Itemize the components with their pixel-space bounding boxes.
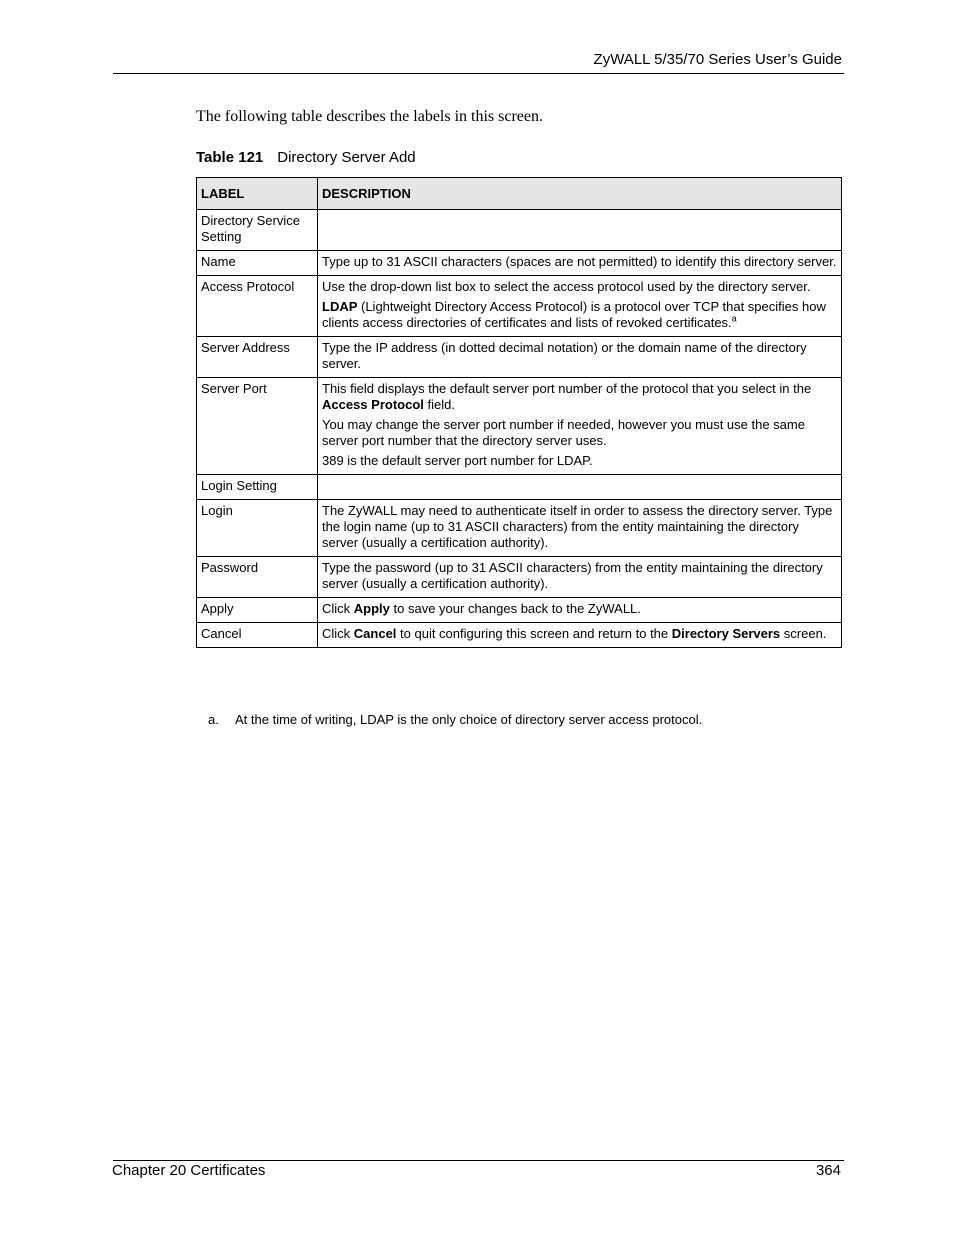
- description-text: field.: [423, 397, 455, 412]
- row-description: [318, 276, 842, 337]
- table-caption: [196, 149, 416, 167]
- footnote-reference: a: [731, 313, 737, 324]
- row-label: Login Setting: [197, 475, 318, 500]
- table-row: [197, 500, 842, 557]
- bold-term: Access Protocol: [322, 397, 424, 412]
- row-label: Login: [197, 500, 318, 557]
- table-row: [197, 598, 842, 623]
- row-description: Type the password (up to 31 ASCII characters) from the entity maintaining the directory server (usually a certification authority).: [318, 557, 842, 598]
- row-label: Server Address: [197, 337, 318, 378]
- bold-term: LDAP: [322, 299, 358, 314]
- intro-paragraph: The following table describes the labels in this screen.: [196, 108, 544, 125]
- row-label: Password: [197, 557, 318, 598]
- label-description-table: [196, 177, 842, 648]
- bold-term: Apply: [353, 601, 390, 616]
- table-number: Table 121: [196, 149, 264, 166]
- header-description: DESCRIPTION: [318, 178, 842, 210]
- description-text: Click: [322, 626, 354, 641]
- description-text: to save your changes back to the ZyWALL.: [389, 601, 641, 616]
- table-header-row: [197, 178, 842, 210]
- description-text: Click: [322, 601, 354, 616]
- header-label: LABEL: [197, 178, 318, 210]
- table-row: [197, 378, 842, 475]
- page-number: 364: [815, 1162, 841, 1179]
- running-header: ZyWALL 5/35/70 Series User’s Guide: [593, 51, 842, 68]
- row-description: Type up to 31 ASCII characters (spaces are not permitted) to identify this directory server.: [318, 251, 842, 276]
- row-description: [318, 475, 842, 500]
- footer-rule: [113, 1160, 844, 1161]
- row-description: [318, 623, 842, 648]
- table-row: [197, 337, 842, 378]
- description-text: (Lightweight Directory Access Protocol) is a protocol over TCP that specifies how clients access directories of certificates and lists of revoked certificates.: [322, 299, 826, 330]
- footnote-text: At the time of writing, LDAP is the only choice of directory server access protocol.: [235, 712, 703, 727]
- row-label: Apply: [197, 598, 318, 623]
- row-description: [318, 210, 842, 251]
- description-paragraph: [322, 381, 837, 413]
- table-title: Directory Server Add: [277, 149, 416, 166]
- description-text: to quit configuring this screen and return to the: [396, 626, 672, 641]
- row-description: [318, 378, 842, 475]
- description-paragraph: You may change the server port number if needed, however you must use the same server port number that the directory server uses.: [322, 417, 805, 448]
- row-description: The ZyWALL may need to authenticate itself in order to assess the directory server. Type the login name (up to 31 ASCII characters) from the entity maintaining the directory server (usually a certification authority).: [318, 500, 842, 557]
- row-description: [318, 598, 842, 623]
- row-description: Type the IP address (in dotted decimal notation) or the domain name of the directory server.: [318, 337, 842, 378]
- table-row: [197, 210, 842, 251]
- header-rule: [113, 73, 844, 74]
- bold-term: Directory Servers: [671, 626, 781, 641]
- footnote-mark: a.: [208, 712, 219, 727]
- row-label: Server Port: [197, 378, 318, 475]
- row-label: Name: [197, 251, 318, 276]
- table-row: [197, 557, 842, 598]
- row-label: Access Protocol: [197, 276, 318, 337]
- description-text: This field displays the default server port number of the protocol that you select in the: [322, 381, 812, 396]
- table-row: [197, 276, 842, 337]
- table-row: [197, 251, 842, 276]
- table-row: [197, 475, 842, 500]
- row-label: Cancel: [197, 623, 318, 648]
- description-text: screen.: [780, 626, 827, 641]
- description-paragraph: 389 is the default server port number for LDAP.: [322, 453, 593, 468]
- description-paragraph: Use the drop-down list box to select the access protocol used by the directory server.: [322, 279, 811, 294]
- table-footnote: [208, 712, 702, 728]
- bold-term: Cancel: [353, 626, 397, 641]
- footer-chapter: Chapter 20 Certificates: [112, 1162, 266, 1179]
- table-row: [197, 623, 842, 648]
- description-paragraph: [322, 299, 837, 331]
- row-label: Directory Service Setting: [197, 210, 318, 251]
